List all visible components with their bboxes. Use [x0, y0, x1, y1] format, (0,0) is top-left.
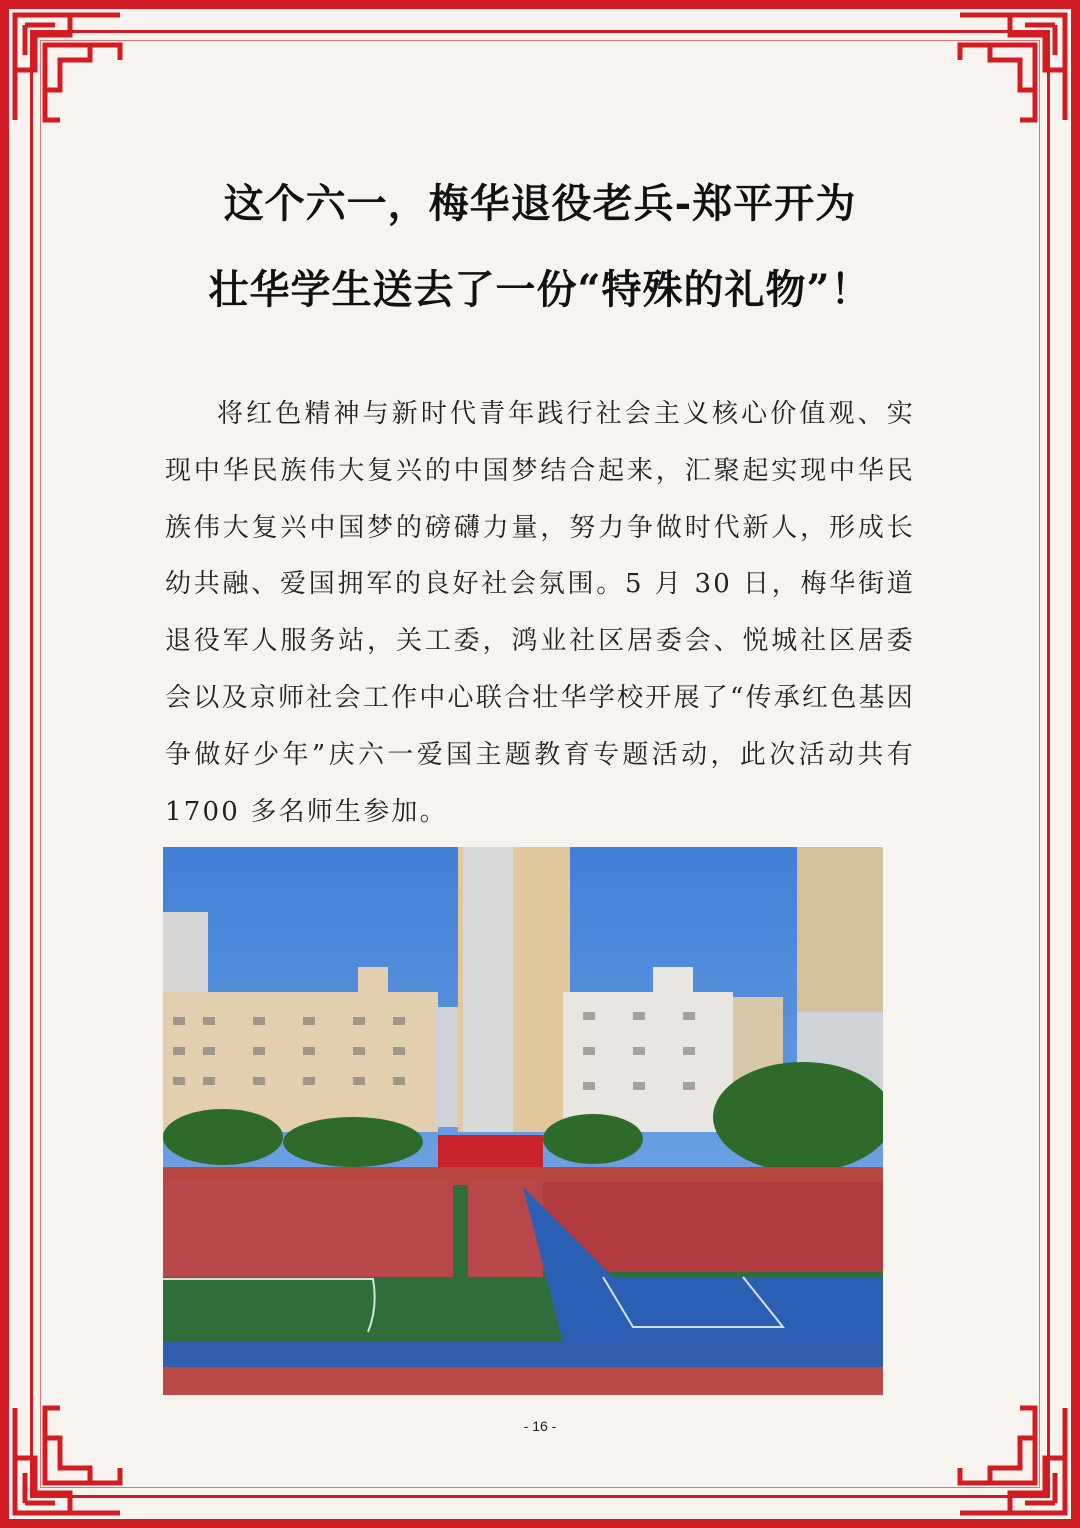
article-paragraph: 将红色精神与新时代青年践行社会主义核心价值观、实现中华民族伟大复兴的中国梦结合起来，汇聚起实现中华民族伟大复兴中国梦的磅礴力量，努力争做时代新人，形成长幼共融、爱国拥军的良好社会氛围。5 月 30 日，梅华街道退役军人服务站，关工委，鸿业社区居委会、悦城社区居委会以及京师社会工作中心联合壮华学校开展了“传承红色基因 争做好少年”庆六一爱国主题教育专题活动，此次活动共有 1700 多名师生参加。 [165, 399, 915, 827]
page-number: - 16 - [523, 1418, 557, 1434]
corner-ornament-top-left [10, 10, 130, 130]
article-title-line-2: 壮华学生送去了一份“特殊的礼物”！ [208, 266, 872, 313]
corner-ornament-top-right [950, 10, 1070, 130]
event-photo [163, 847, 883, 1395]
article-title-line-1: 这个六一，梅华退役老兵-郑平开为 [223, 180, 857, 227]
corner-ornament-bottom-left [10, 1398, 130, 1518]
corner-ornament-bottom-right [950, 1398, 1070, 1518]
